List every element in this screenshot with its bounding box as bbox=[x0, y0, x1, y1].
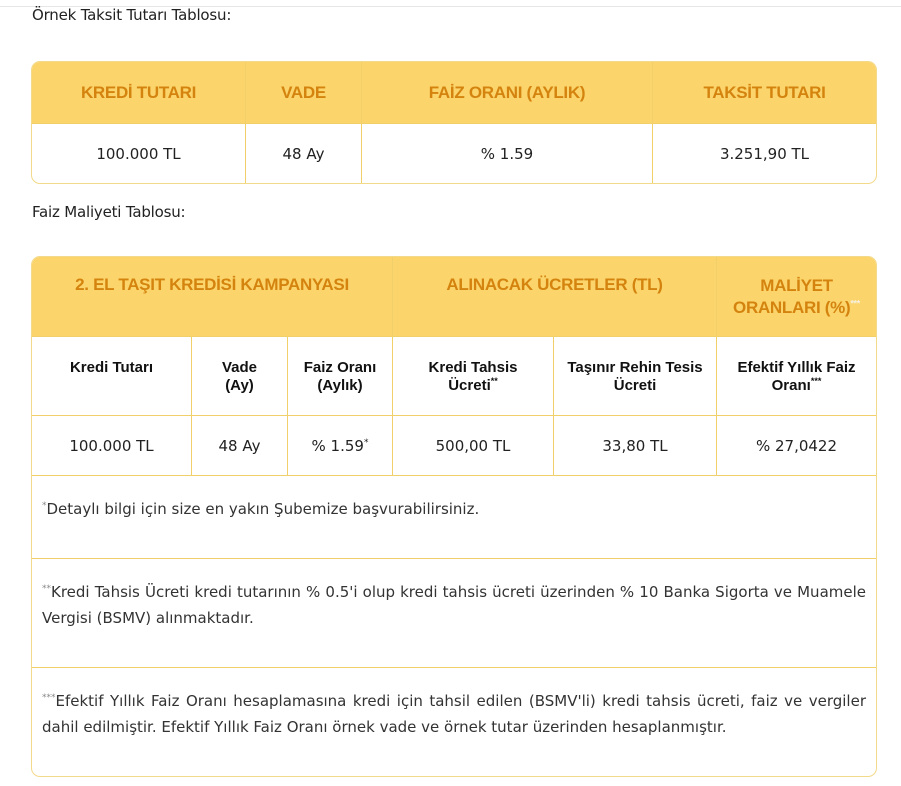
footnote-3 bbox=[32, 668, 876, 776]
header-loan-amount: KREDİ TUTARI bbox=[32, 62, 246, 124]
subheader-allocation-fee bbox=[393, 337, 554, 416]
header-cost-rates-line1: MALİYET bbox=[760, 275, 833, 295]
subheader-eff-footnote-mark: *** bbox=[810, 376, 822, 386]
header-campaign: 2. EL TAŞIT KREDİSİ KAMPANYASI bbox=[32, 257, 393, 337]
header-fees: ALINACAK ÜCRETLER (TL) bbox=[393, 257, 717, 337]
subheader-rate-line2: (Aylık) bbox=[317, 377, 363, 394]
subheader-interest-rate bbox=[288, 337, 393, 416]
cell-effective-rate: % 27,0422 bbox=[717, 416, 876, 476]
cell-allocation-fee: 500,00 TL bbox=[393, 416, 554, 476]
cell-interest-rate: % 1.59 bbox=[362, 124, 653, 183]
subheader-term-line1: Vade bbox=[221, 359, 258, 376]
header-cost-rates-line2: ORANLARI (%) bbox=[733, 297, 851, 317]
cell-interest-rate-2 bbox=[288, 416, 393, 476]
subheader-alloc-line2: Ücreti bbox=[448, 377, 491, 394]
sample-installment-table bbox=[31, 61, 877, 184]
subheader-eff-line1: Efektif Yıllık Faiz bbox=[737, 359, 856, 376]
footnote-2 bbox=[32, 559, 876, 668]
subheader-alloc-footnote-mark: ** bbox=[490, 376, 498, 386]
header-term: VADE bbox=[246, 62, 362, 124]
footnote-2-mark: ** bbox=[42, 584, 51, 594]
interest-cost-table bbox=[31, 256, 877, 777]
footnote-1-text: Detaylı bilgi için size en yakın Şubemize başvurabilirsiniz. bbox=[46, 500, 480, 518]
subheader-pledge-fee bbox=[554, 337, 717, 416]
cell-loan-amount-2: 100.000 TL bbox=[32, 416, 192, 476]
footnote-3-mark: *** bbox=[42, 693, 56, 703]
footnote-1-mark: * bbox=[42, 501, 47, 511]
subheader-alloc-line1: Kredi Tahsis bbox=[428, 359, 518, 376]
header-installment: TAKSİT TUTARI bbox=[653, 62, 876, 124]
footnote-2-text: Kredi Tahsis Ücreti kredi tutarının % 0.5'i olup kredi tahsis ücreti üzerinden % 10 Banka Sigorta ve Muamele Vergisi (BSMV) alınmaktadır. bbox=[42, 583, 866, 627]
subheader-pledge-line1: Taşınır Rehin Tesis bbox=[567, 359, 703, 376]
header-interest-rate: FAİZ ORANI (AYLIK) bbox=[362, 62, 653, 124]
cell-loan-amount: 100.000 TL bbox=[32, 124, 246, 183]
cell-installment: 3.251,90 TL bbox=[719, 144, 810, 163]
subheader-effective-rate bbox=[717, 337, 876, 416]
interest-cost-title: Faiz Maliyeti Tablosu: bbox=[32, 203, 186, 221]
sample-installment-title: Örnek Taksit Tutarı Tablosu: bbox=[32, 6, 232, 24]
footnote-3-text: Efektif Yıllık Faiz Oranı hesaplamasına kredi için tahsil edilen (BSMV'li) kredi tahsis ücreti, faiz ve vergiler dahil edilmiştir. Efektif Yıllık Faiz Oranı örnek vade ve örnek tutar üzerinden hesaplanmıştır. bbox=[42, 692, 866, 736]
subheader-term bbox=[192, 337, 288, 416]
subheader-eff-line2: Oranı bbox=[771, 377, 811, 394]
subheader-loan-amount: Kredi Tutarı bbox=[32, 337, 192, 416]
cell-rate-footnote-mark: * bbox=[363, 437, 369, 448]
cell-term-2: 48 Ay bbox=[192, 416, 288, 476]
cell-term: 48 Ay bbox=[246, 124, 362, 183]
subheader-pledge-line2: Ücreti bbox=[613, 377, 657, 394]
cell-rate-value: % 1.59 bbox=[311, 436, 364, 455]
cell-pledge-fee: 33,80 TL bbox=[554, 416, 717, 476]
subheader-rate-line1: Faiz Oranı bbox=[303, 359, 377, 376]
header-cost-rates bbox=[717, 257, 876, 337]
header-cost-rates-footnote-mark: *** bbox=[850, 297, 860, 308]
subheader-term-line2: (Ay) bbox=[225, 377, 254, 394]
footnote-1 bbox=[32, 476, 876, 559]
